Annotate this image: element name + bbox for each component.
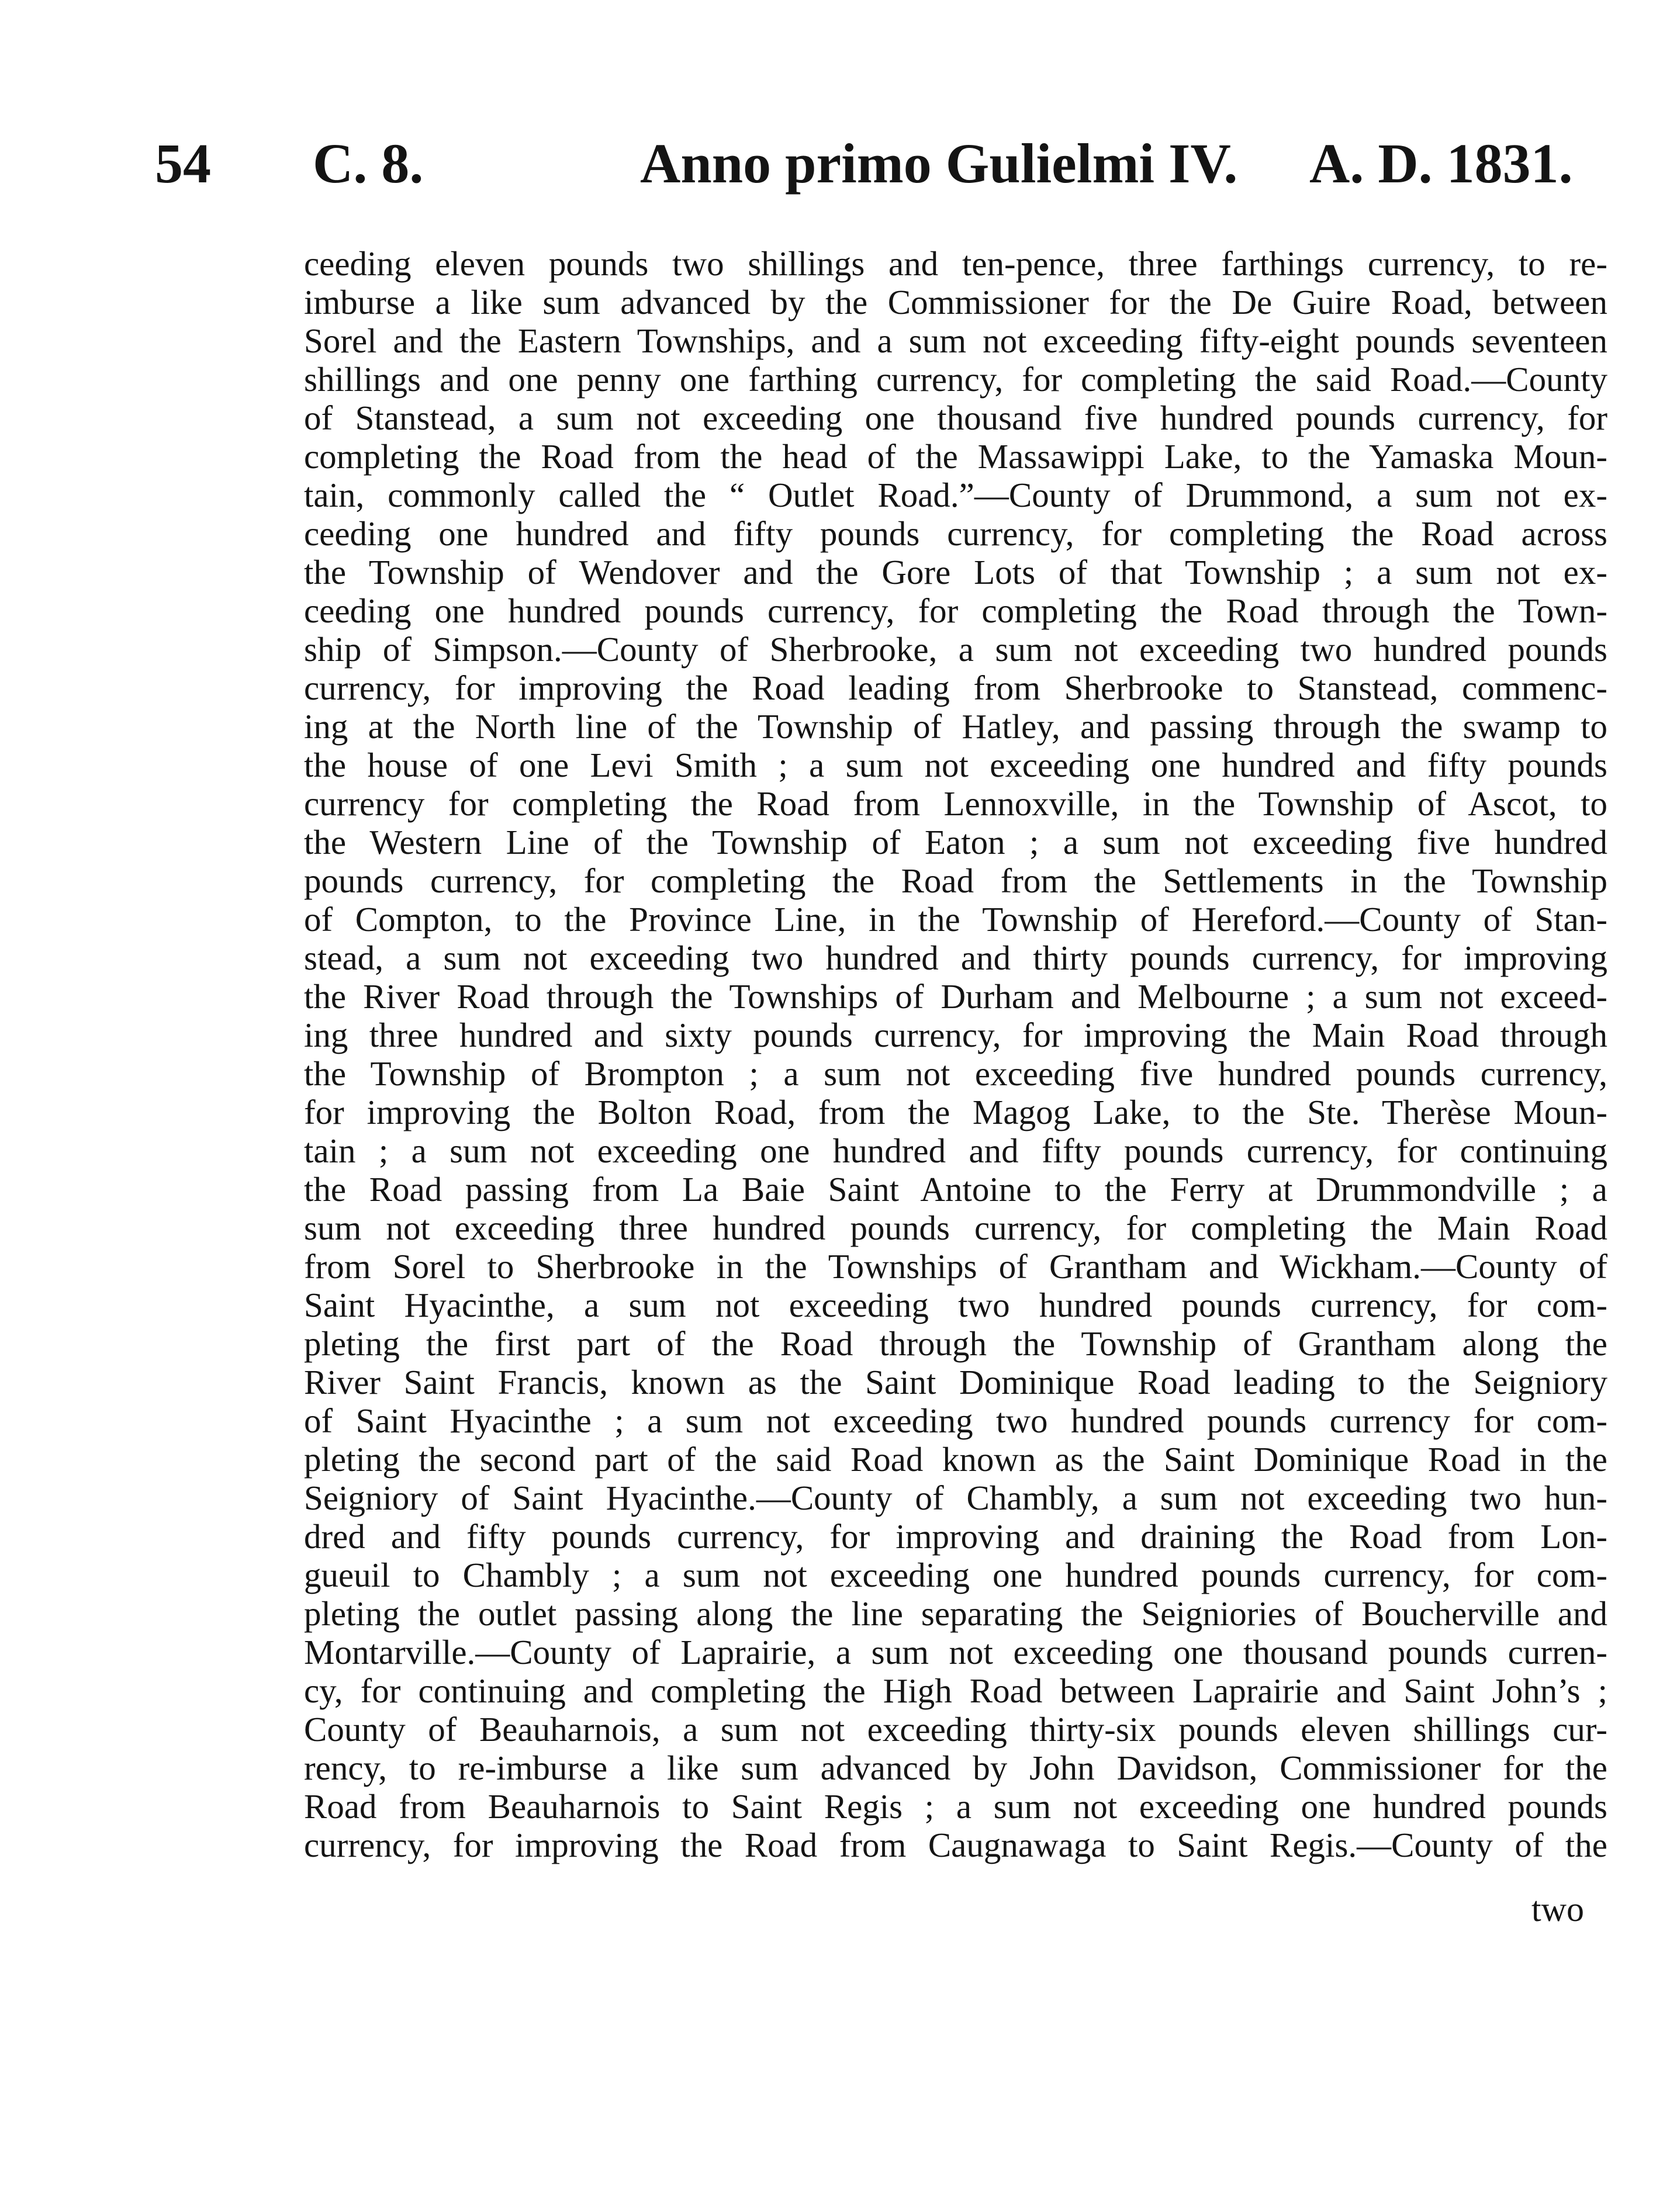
text-line: of Stanstead, a sum not exceeding one thousand five hundred pounds currency, for xyxy=(304,399,1607,437)
text-line: pounds currency, for completing the Road from the Settlements in the Township xyxy=(304,861,1607,900)
text-line: of Compton, to the Province Line, in the Township of Hereford.—County of Stan- xyxy=(304,900,1607,939)
text-line: Seigniory of Saint Hyacinthe.—County of Chambly, a sum not exceeding two hun- xyxy=(304,1479,1607,1517)
header-year: A. D. 1831. xyxy=(1309,132,1573,195)
running-head xyxy=(155,120,1605,207)
text-line: County of Beauharnois, a sum not exceeding thirty-six pounds eleven shillings cur- xyxy=(304,1710,1607,1749)
text-line: of Saint Hyacinthe ; a sum not exceeding two hundred pounds currency for com- xyxy=(304,1401,1607,1440)
text-line: sum not exceeding three hundred pounds currency, for completing the Main Road xyxy=(304,1209,1607,1247)
text-line: Montarville.—County of Laprairie, a sum not exceeding one thousand pounds curren- xyxy=(304,1633,1607,1671)
text-line: currency, for improving the Road leading from Sherbrooke to Stanstead, commenc- xyxy=(304,669,1607,707)
text-line: the River Road through the Townships of Durham and Melbourne ; a sum not exceed- xyxy=(304,977,1607,1016)
page-number: 54 xyxy=(155,132,211,195)
text-line: currency for completing the Road from Lennoxville, in the Township of Ascot, to xyxy=(304,784,1607,823)
text-line: ing three hundred and sixty pounds currency, for improving the Main Road through xyxy=(304,1016,1607,1054)
text-line: pleting the first part of the Road through the Township of Grantham along the xyxy=(304,1324,1607,1363)
text-line: imburse a like sum advanced by the Commissioner for the De Guire Road, between xyxy=(304,283,1607,321)
text-line: gueuil to Chambly ; a sum not exceeding one hundred pounds currency, for com- xyxy=(304,1556,1607,1594)
text-line: ceeding eleven pounds two shillings and ten-pence, three farthings currency, to re- xyxy=(304,244,1607,283)
body-text xyxy=(304,244,1607,1864)
text-line: ceeding one hundred and fifty pounds currency, for completing the Road across xyxy=(304,514,1607,553)
header-title: Anno primo Gulielmi IV. xyxy=(640,132,1238,195)
text-line: Saint Hyacinthe, a sum not exceeding two hundred pounds currency, for com- xyxy=(304,1286,1607,1324)
text-line: River Saint Francis, known as the Saint Dominique Road leading to the Seigniory xyxy=(304,1363,1607,1401)
text-line: pleting the second part of the said Road known as the Saint Dominique Road in the xyxy=(304,1440,1607,1479)
text-line: the house of one Levi Smith ; a sum not exceeding one hundred and fifty pounds xyxy=(304,746,1607,784)
chapter-number: C. 8. xyxy=(313,132,424,195)
text-line: tain ; a sum not exceeding one hundred and fifty pounds currency, for continuing xyxy=(304,1131,1607,1170)
text-line: pleting the outlet passing along the line separating the Seigniories of Boucherville and xyxy=(304,1594,1607,1633)
text-line: ship of Simpson.—County of Sherbrooke, a sum not exceeding two hundred pounds xyxy=(304,630,1607,669)
text-line: from Sorel to Sherbrooke in the Townships of Grantham and Wickham.—County of xyxy=(304,1247,1607,1286)
text-line: tain, commonly called the “ Outlet Road.”—County of Drummond, a sum not ex- xyxy=(304,476,1607,514)
text-line: Road from Beauharnois to Saint Regis ; a sum not exceeding one hundred pounds xyxy=(304,1787,1607,1826)
text-line: Sorel and the Eastern Townships, and a sum not exceeding fifty-eight pounds seventeen xyxy=(304,321,1607,360)
catchword: two xyxy=(1531,1890,1584,1929)
text-line: stead, a sum not exceeding two hundred and thirty pounds currency, for improving xyxy=(304,939,1607,977)
text-line: shillings and one penny one farthing currency, for completing the said Road.—County xyxy=(304,360,1607,399)
text-line: ceeding one hundred pounds currency, for completing the Road through the Town- xyxy=(304,591,1607,630)
text-line: cy, for continuing and completing the High Road between Laprairie and Saint John’s ; xyxy=(304,1671,1607,1710)
text-line: the Township of Wendover and the Gore Lots of that Township ; a sum not ex- xyxy=(304,553,1607,591)
text-line: completing the Road from the head of the Massawippi Lake, to the Yamaska Moun- xyxy=(304,437,1607,476)
text-line: ing at the North line of the Township of Hatley, and passing through the swamp to xyxy=(304,707,1607,746)
text-line: the Township of Brompton ; a sum not exceeding five hundred pounds currency, xyxy=(304,1054,1607,1093)
text-line: currency, for improving the Road from Caugnawaga to Saint Regis.—County of the xyxy=(304,1826,1607,1864)
text-line: the Western Line of the Township of Eaton ; a sum not exceeding five hundred xyxy=(304,823,1607,861)
text-line: for improving the Bolton Road, from the Magog Lake, to the Ste. Therèse Moun- xyxy=(304,1093,1607,1131)
text-line: dred and fifty pounds currency, for improving and draining the Road from Lon- xyxy=(304,1517,1607,1556)
text-line: the Road passing from La Baie Saint Antoine to the Ferry at Drummondville ; a xyxy=(304,1170,1607,1209)
text-line: rency, to re-imburse a like sum advanced by John Davidson, Commissioner for the xyxy=(304,1749,1607,1787)
